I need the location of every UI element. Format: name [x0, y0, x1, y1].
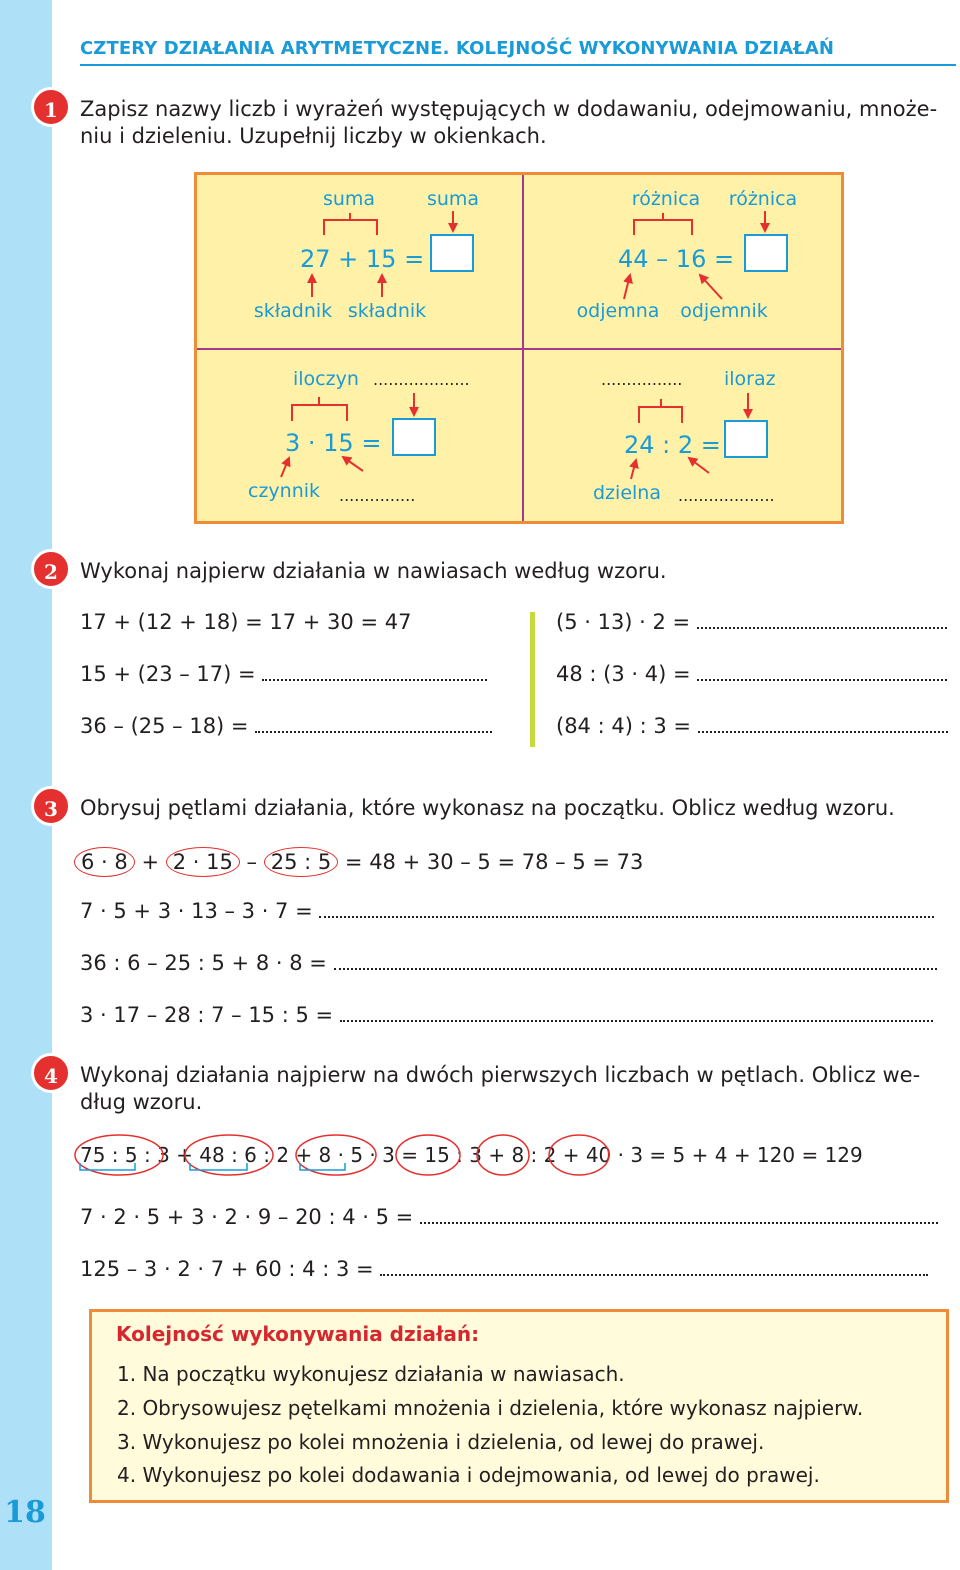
task-expression: 125 – 3 · 2 · 7 + 60 : 4 : 3 =	[80, 1257, 374, 1281]
addition-addend-2-label: składnik	[347, 300, 427, 322]
page-number: 18	[4, 1495, 46, 1530]
operator: +	[141, 850, 160, 874]
rule-1: 1. Na początku wykonujesz działania w nawiasach.	[117, 1362, 625, 1386]
multiplication-factor-blank[interactable]: ...............	[339, 486, 416, 505]
page-title: CZTERY DZIAŁANIA ARYTMETYCZNE. KOLEJNOŚĆ WYKONYWANIA DZIAŁAŃ	[80, 38, 835, 59]
subtraction-result-label: różnica	[728, 188, 798, 210]
division-quotient-blank[interactable]: ................	[601, 370, 683, 389]
exercise-1-instruction	[80, 96, 937, 150]
subtraction-expression: 44 – 16 =	[618, 245, 735, 273]
exercise-4-task-2	[80, 1257, 928, 1281]
task-expression: 7 · 5 + 3 · 13 – 3 · 7 =	[80, 899, 313, 923]
division-answer-box[interactable]	[725, 421, 767, 457]
answer-blank[interactable]	[255, 717, 492, 733]
exercise-4-number: 4	[31, 1053, 71, 1093]
task-expression: (5 · 13) · 2 =	[556, 610, 691, 634]
multiplication-factor-label: czynnik	[248, 480, 321, 502]
task-expression: (84 : 4) : 3 =	[556, 714, 691, 738]
division-expression: 24 : 2 =	[624, 431, 721, 459]
exercise-2-task-left-1	[80, 662, 487, 686]
exercise-2-task-right-3	[556, 714, 948, 738]
operator: –	[246, 850, 258, 874]
exercise-2-task-right-2	[556, 662, 947, 686]
exercise-4-task-1	[80, 1205, 938, 1229]
task-expression: 36 : 6 – 25 : 5 + 8 · 8 =	[80, 951, 327, 975]
loop-3: 25 : 5	[264, 847, 339, 877]
exercise-2-example: 17 + (12 + 18) = 17 + 30 = 47	[80, 610, 412, 634]
exercise-1-line-1: Zapisz nazwy liczb i wyrażeń występujących w dodawaniu, odejmowaniu, mnoże-	[80, 97, 938, 121]
exercise-4-instruction	[80, 1062, 956, 1116]
answer-blank[interactable]	[697, 613, 947, 629]
answer-blank[interactable]	[698, 717, 948, 733]
addition-diagram	[254, 188, 479, 322]
multiplication-diagram	[248, 368, 470, 505]
subtraction-subtrahend-label: odjemnik	[680, 300, 768, 322]
addition-expression: 27 + 15 =	[300, 245, 425, 273]
task-expression: 36 – (25 – 18) =	[80, 714, 249, 738]
exercise-4-line-1: Wykonaj działania najpierw na dwóch pierwszych liczbach w pętlach. Oblicz we-	[80, 1063, 921, 1087]
exercise-3-instruction: Obrysuj pętlami działania, które wykonasz na początku. Oblicz według wzoru.	[80, 796, 895, 820]
task-expression: 15 + (23 – 17) =	[80, 662, 256, 686]
answer-blank[interactable]	[319, 902, 934, 918]
exercise-3-task-3	[80, 1003, 933, 1027]
division-dividend-label: dzielna	[593, 482, 661, 504]
subtraction-difference-label: różnica	[631, 188, 701, 210]
task-expression: 7 · 2 · 5 + 3 · 2 · 9 – 20 : 4 · 5 =	[80, 1205, 414, 1229]
subtraction-diagram	[577, 188, 798, 322]
rule-2: 2. Obrysowujesz pętelkami mnożenia i dzielenia, które wykonasz najpierw.	[117, 1396, 864, 1420]
exercise-2-instruction: Wykonaj najpierw działania w nawiasach według wzoru.	[80, 559, 667, 583]
exercise-3-example	[80, 847, 643, 877]
task-expression: 3 · 17 – 28 : 7 – 15 : 5 =	[80, 1003, 334, 1027]
exercise-1-number: 1	[31, 87, 71, 127]
multiplication-product-blank[interactable]: ...................	[373, 370, 470, 389]
title-divider	[80, 64, 956, 66]
answer-blank[interactable]	[420, 1208, 938, 1224]
exercise-4-example: 75 : 5 : 3 + 48 : 6 : 2 + 8 · 5 · 3 = 15 : 3 + 8 : 2 + 40 · 3 = 5 + 4 + 120 = 129	[80, 1143, 863, 1167]
rules-title: Kolejność wykonywania działań:	[116, 1322, 480, 1346]
addition-addend-1-label: składnik	[253, 300, 333, 322]
subtraction-minuend-label: odjemna	[576, 300, 660, 322]
exercise-3-task-2	[80, 951, 937, 975]
exercise-2-task-right-1	[556, 610, 947, 634]
exercise-2-column-divider	[530, 612, 535, 747]
multiplication-answer-box[interactable]	[393, 419, 435, 455]
loop-2: 2 · 15	[166, 847, 240, 877]
addition-result-label: suma	[426, 188, 480, 210]
multiplication-expression: 3 · 15 =	[285, 429, 382, 457]
operations-diagram	[194, 172, 844, 524]
subtraction-answer-box[interactable]	[745, 235, 787, 271]
task-expression: 48 : (3 · 4) =	[556, 662, 691, 686]
answer-blank[interactable]	[334, 954, 937, 970]
answer-blank[interactable]	[697, 665, 947, 681]
division-diagram	[593, 368, 776, 505]
exercise-1-line-2: niu i dzieleniu. Uzupełnij liczby w okienkach.	[80, 124, 547, 148]
answer-blank[interactable]	[340, 1006, 933, 1022]
division-divisor-blank[interactable]: ...................	[678, 486, 775, 505]
page-sidebar	[0, 0, 52, 1570]
exercise-3-task-1	[80, 899, 934, 923]
exercise-2-task-left-2	[80, 714, 492, 738]
exercise-3-number: 3	[31, 786, 71, 826]
multiplication-product-label: iloczyn	[293, 368, 359, 390]
division-quotient-label: iloraz	[724, 368, 776, 390]
rule-4: 4. Wykonujesz po kolei dodawania i odejmowania, od lewej do prawej.	[117, 1463, 820, 1487]
exercise-4-line-2: dług wzoru.	[80, 1090, 203, 1114]
exercise-2-number: 2	[31, 549, 71, 589]
addition-sum-label: suma	[322, 188, 376, 210]
answer-blank[interactable]	[262, 665, 487, 681]
diagram-drawing	[197, 175, 841, 521]
addition-answer-box[interactable]	[431, 235, 473, 271]
example-result: = 48 + 30 – 5 = 78 – 5 = 73	[344, 850, 644, 874]
answer-blank[interactable]	[380, 1260, 928, 1276]
rule-3: 3. Wykonujesz po kolei mnożenia i dzielenia, od lewej do prawej.	[117, 1430, 765, 1454]
loop-1: 6 · 8	[74, 847, 135, 877]
